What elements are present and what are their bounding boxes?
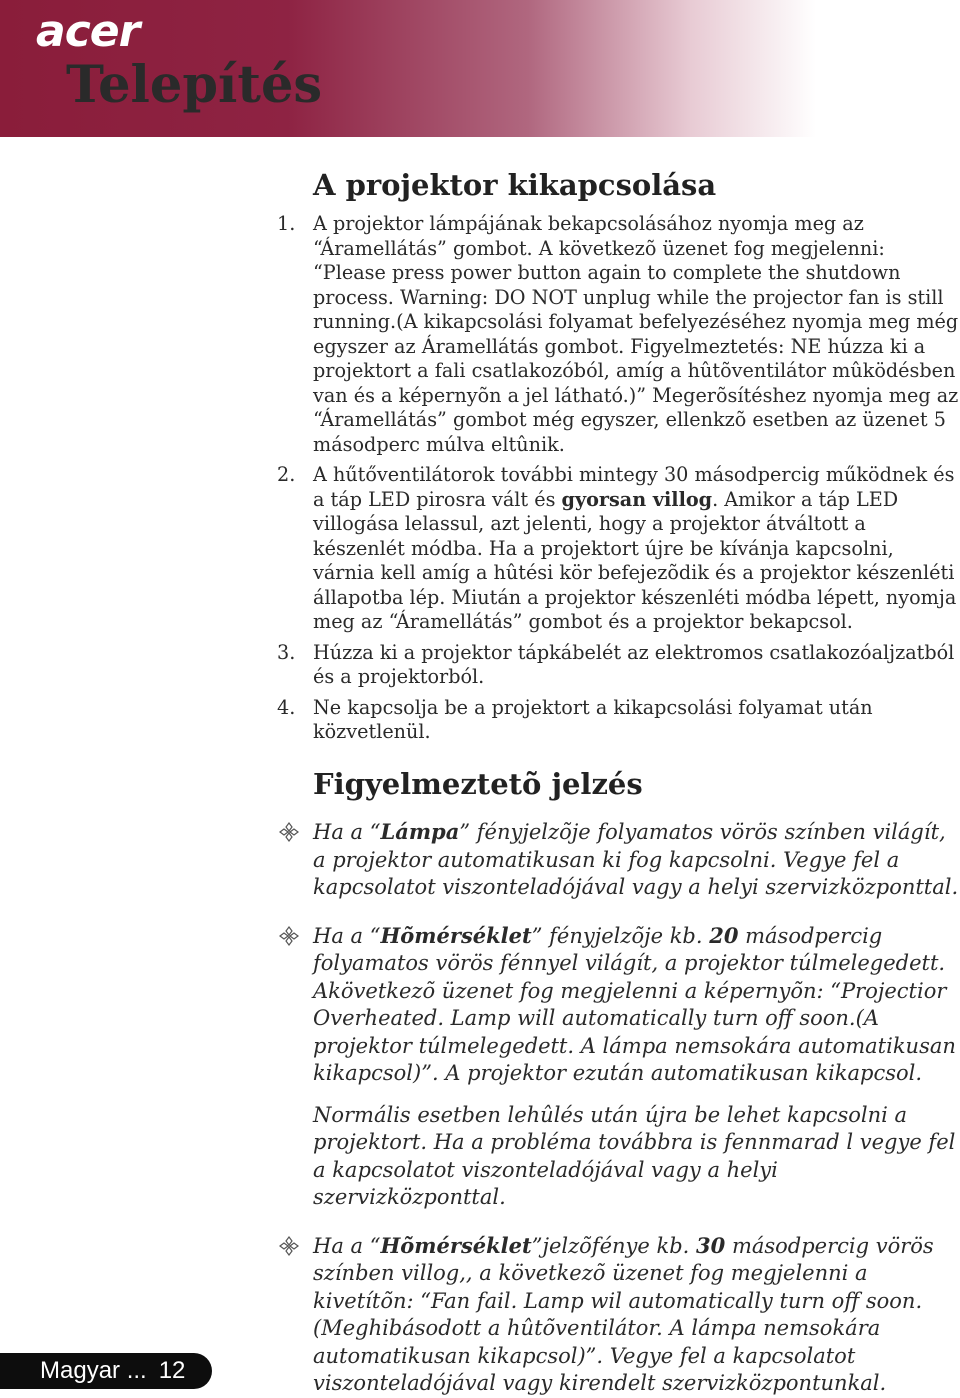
warning-text: Ha a “ [313,923,381,948]
warning-text: ” fényjelzõje kb. [531,923,710,948]
warning-emphasis: Hõmérséklet [380,922,532,948]
diamond-bullet-icon [279,926,299,946]
warning-emphasis: 20 [709,922,739,948]
step-text: A hűtőventilátorok további mintegy 30 másodpercig működnek és a táp LED pirosra vált és [313,463,955,511]
warning-emphasis: Hõmérséklet [380,1232,532,1258]
step-text: Ne kapcsolja be a projektort a kikapcsolási folyamat után közvetlenül. [313,695,873,743]
warning-text: másodpercig folyamatos vörös fénnyel világít, a projektor túlmelegedett. Akövetkezõ üzenet fog megjelenni a képernyõn: “Projectior Overheated. Lamp will automatically turn off soon.(A projektor túlmelegedett. A lámpa nemsokára automatikusan kikapcsol)”. A projektor ezután automatikusan kikapcsol. [313,923,956,1085]
warning-emphasis: Lámpa [380,819,460,844]
warning-item [273,922,960,1088]
step-text-emphasis: gyorsan villog [561,487,713,511]
warning-item [273,818,960,902]
step-number: 2. [277,463,296,486]
warning-text: Ha a “ [313,820,381,844]
warning-text: ” fényjelzõje folyamatos vörös színben világít, a projektor automatikusan ki fog kapcsolni. Vegye fel a kapcsolatot viszonteladójával vagy a helyi szervizközponttal. [313,820,959,899]
step-item [273,463,960,635]
step-text: . Amikor a táp LED villogása lelassul, azt jelenti, hogy a projektor átváltott a készenlét módba. Ha a projektort újre be kívánja kapcsolni, várnia kell amíg a hûtési kör befejezõdik és a projektor készenléti állapotba lép. Miután a projektor készenléti módba lépett, nyomja meg az “Áramellátás” gombot és a projektor bekapcsol. [313,487,957,633]
step-item [273,212,960,457]
section-heading-shutdown: A projektor kikapcsolása [313,168,717,202]
step-item [273,641,960,690]
step-text: A projektor lámpájának bekapcsolásához nyomja meg az “Áramellátás” gombot. A következõ üzenet fog megjelenni: “Please press power button again to complete the shutdown process. Warning: DO NOT unplug while the projector fan is still running.(A kikapcsolási folyamat befelyezéséhez nyomja meg még egyszer az Áramellátás gombot. Figyelmeztetés: NE húzza ki a projektort a fali csatlakozóból, amíg a hûtõventilátor mûködésben van és a képernyõn a jel látható.)” Megerõsítéshez nyomja meg az “Áramellátás” gombot még egyszer, ellenkzõ esetben az üzenet 5 másodperc múlva eltûnik. [313,212,959,456]
warning-text: Ha a “ [313,1233,381,1258]
step-item [273,696,960,745]
step-number: 3. [277,640,296,664]
warning-item [273,1232,960,1398]
page-footer [40,1355,185,1387]
warning-list [273,818,960,1398]
step-number: 1. [277,212,296,235]
warning-emphasis: 30 [696,1232,726,1258]
section-heading-warnings: Figyelmeztetõ jelzés [313,767,643,801]
footer-language: Magyar ... [40,1357,147,1384]
diamond-bullet-icon [279,1236,299,1256]
warning-text: ”jelzõfénye kb. [531,1233,697,1258]
acer-logo: acer [36,6,140,57]
page-number: 12 [158,1357,186,1384]
step-text: Húzza ki a projektor tápkábelét az elektromos csatlakozóaljzatból és a projektorból. [313,640,955,688]
chapter-title: Telepítés [66,55,323,115]
shutdown-steps-list [273,212,960,751]
warning-note: Normális esetben lehûlés után újra be lehet kapcsolni a projektort. Ha a probléma továbbra is fennmarad l vegye fel a kapcsolatot viszonteladójával vagy a helyi szervizközponttal. [313,1102,956,1209]
diamond-bullet-icon [279,822,299,842]
warning-text: másodpercig vörös színben villog,, a következõ üzenet fog megjelenni a kivetítõn: “Fan fail. Lamp wil automatically turn off soon.(Meghibásodott a hûtõventilátor. A lámpa nemsokára automatikusan kikapcsol)”. Vegye fel a kapcsolatot viszonteladójával vagy kirendelt szervizközpontunkal. [313,1233,934,1395]
step-number: 4. [277,695,296,719]
